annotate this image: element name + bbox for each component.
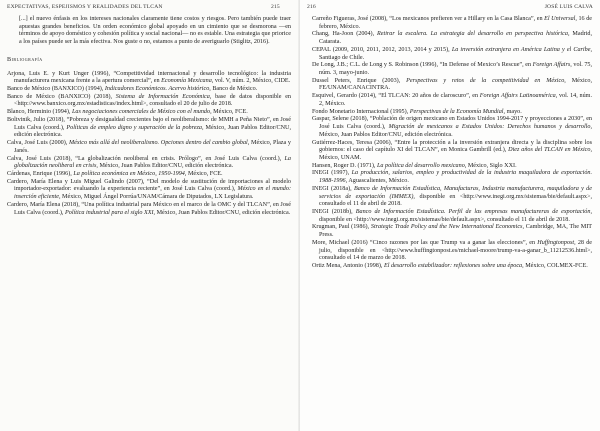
bibliography-entry	[312, 263, 592, 271]
entry-text: , México, FCE.	[210, 109, 248, 116]
entry-text: , México, Juan Pablos Editor/CNU, edición electrónica.	[319, 124, 592, 138]
entry-text: INEGI (2018a),	[312, 185, 354, 192]
bibliography-entry	[7, 171, 291, 179]
reference-list-right	[312, 16, 592, 271]
entry-text: , México, Siglo XXI.	[464, 162, 517, 169]
entry-text: Calva, José Luis (2000),	[7, 140, 69, 147]
entry-text: Arjona, Luis E. y Kurt Unger (1996), “Competitividad internacional y desarrollo tecnológico: la industria manufacturera mexicana frente a la apertura comercial”, en	[7, 70, 291, 85]
entry-title: Economía Mexicana	[161, 78, 212, 85]
bibliography-entry	[7, 86, 291, 94]
entry-title: El desarrollo estabilizador: reflexiones sobre una época	[383, 263, 523, 269]
bibliography-entry	[312, 93, 592, 108]
bibliography-entry	[312, 170, 592, 185]
entry-text: Calva, José Luis (2018), “La globalización neoliberal en crisis. Prólogo”, en José Luis Calva (coord.),	[7, 155, 285, 162]
entry-text: Cárdenas, Enrique (1996),	[7, 170, 74, 177]
entry-text: , Banco de México.	[209, 86, 258, 93]
entry-text: Dussel Peters, Enrique (2003),	[312, 77, 407, 84]
entry-text: , disponible en <http://www.inegi.org.mx/sistemas/bie/default.aspx>, consultado el 11 de abril de 2018.	[319, 208, 592, 223]
entry-text: Cardero, María Elena y Luis Miguel Galindo (2007), “Del modelo de sustitución de importaciones al modelo importador-exportador: evaluando la experiencia reciente”, en José Luis Calva (coord.),	[7, 178, 291, 193]
entry-title: El Universal	[544, 16, 576, 22]
bibliography-entry	[7, 140, 291, 155]
entry-text: , 16 de febrero, México.	[319, 16, 592, 30]
entry-title: La política del desarrollo mexicano	[376, 162, 465, 169]
bibliography-entry	[7, 71, 291, 86]
entry-title: Indicadores Económicos. Acervo histórico	[104, 86, 210, 93]
bibliography-entry	[312, 224, 592, 239]
entry-title: Banco de Información Estadística. Perfil de las empresas manufactureras de exportación	[355, 208, 591, 215]
bibliography-entry	[7, 94, 291, 109]
entry-title: Perspectivas de la Economía Mundial	[409, 108, 504, 115]
entry-text: , mayo.	[503, 108, 522, 115]
entry-text: , México, Plaza y Janés.	[14, 140, 291, 154]
page-number-left: 215	[271, 4, 280, 10]
entry-title: Foreign Affairs	[532, 62, 571, 69]
bibliography-entry	[7, 117, 291, 140]
entry-text: , México, Juan Pablos Editor/CNU, edición electrónica.	[153, 209, 291, 216]
entry-title: Política industrial para el siglo XXI	[65, 209, 154, 216]
entry-text: , Cambridge, MA, The MIT Press.	[319, 224, 592, 239]
bibliography-entry	[7, 109, 291, 117]
right-text-column	[312, 16, 592, 271]
entry-text: , 28 de julio, disponible en <http://www.huffingtonpost.es/michael-moore/trump-va-a-ganar_b_11212536.html>, consultado el 14 de marzo de 2018.	[319, 239, 592, 262]
entry-text: Krugman, Paul (1986),	[312, 224, 371, 231]
entry-title: Strategic Trade Policy and the New International Economics	[370, 224, 523, 231]
section-title-bibliografia: Bibliografía	[7, 56, 43, 63]
bibliography-entry	[312, 78, 592, 93]
entry-text: , México, COLMEX-FCE.	[522, 263, 588, 269]
entry-title: México en el mundo: inserción eficiente	[14, 186, 291, 201]
entry-text: Esquivel, Gerardo (2014), “El TLCAN: 20 años de claroscuro”, en	[312, 93, 480, 100]
bibliography-entry	[312, 240, 592, 263]
entry-title: Diez años del TLCAN en México	[508, 147, 591, 154]
entry-text: , México, FCE.	[184, 170, 223, 177]
entry-text: Boltvinik, Julio (2018), “Pobreza y desigualdad crecientes bajo el neoliberalismo: de MMH a Peña Nieto”, en José Luis Calva (coord.),	[7, 116, 291, 131]
entry-text: Gutiérrez-Haces, Teresa (2006), “Entre la protección a la inversión extranjera directa y la disciplina sobre los gobiernos: el caso del capítulo XI del TLCAN”, en Monica Gambrill (ed.),	[312, 139, 592, 154]
entry-text: INEGI (2018b),	[312, 208, 356, 215]
bibliography-entry	[7, 156, 291, 171]
entry-text: Cardero, María Elena (2018), “Una política industrial para México en el marco de la OMC y del TLCAN”, en José Luis Calva (coord.),	[7, 201, 291, 216]
right-page	[300, 0, 600, 431]
entry-text: CEPAL (2009, 2010, 2011, 2012, 2013, 2014 y 2015),	[312, 46, 452, 53]
entry-title: Foreign Affairs Latinoamérica	[479, 93, 556, 100]
entry-title: Sistema de Información Económica	[115, 93, 210, 100]
entry-text: De Long, J.B.; C.L. de Long y S. Robinson (1996), “In Defense of Mexico’s Rescue”, en	[312, 62, 533, 69]
entry-text: , México, Juan Pablos Editor/CNU, edición electrónica.	[96, 163, 234, 170]
entry-text: , Madrid, Catarata.	[319, 31, 593, 46]
entry-text: INEGI (1997),	[312, 170, 352, 177]
entry-text: Ortiz Mena, Antonio (1998),	[312, 263, 384, 269]
entry-title: Retirar la escalera. La estrategia del desarrollo en perspectiva histórica	[377, 31, 568, 38]
entry-title: Políticas de empleo digno y superación de la pobreza	[66, 124, 202, 131]
entry-title: Perspectivas y retos de la competitividad en México	[406, 77, 565, 84]
entry-text: Hansen, Roger D. (1971),	[312, 162, 377, 169]
entry-text: , base de datos disponible en <http://www.banxico.org.mx/estadisticas/index.html>, consultado el 20 de julio de 2018.	[14, 93, 291, 108]
entry-text: Blanco, Herminio (1994),	[7, 109, 72, 116]
running-head-left: EXPECTATIVAS, ESPEJISMOS Y REALIDADES DEL TLCAN	[7, 4, 163, 10]
bibliography-entry	[312, 209, 592, 224]
entry-text: , México, FE/UNAM/CANACINTRA.	[319, 77, 592, 92]
bibliography-entry	[312, 116, 592, 139]
bibliography-entry	[312, 62, 592, 77]
bibliography-entry	[312, 16, 592, 31]
entry-text: , vol. 75, núm. 3, mayo-junio.	[319, 62, 592, 77]
entry-text: Banco de México (BANXICO) (2018),	[7, 93, 116, 100]
bibliography-entry	[312, 140, 592, 163]
bibliography-entry	[312, 186, 592, 209]
entry-title: La globalización neoliberal en crisis	[14, 155, 291, 170]
bibliography-entry	[7, 202, 291, 217]
entry-text: , México, Juan Pablos Editor/CNU, edición electrónica.	[14, 124, 291, 139]
bibliography-entry	[7, 179, 291, 202]
entry-text: Gaspar, Selene (2018), “Población de origen mexicano en Estados Unidos 1994-2017 y proyecciones a 2030”, en José Luis Calva (coord.),	[312, 116, 592, 131]
entry-title: Huffingtonpost	[537, 239, 575, 246]
entry-text: , Santiago de Chile.	[319, 46, 592, 61]
entry-text: More, Michael (2016) “Cinco razones por las que Trump va a ganar las elecciones”, en	[312, 239, 538, 246]
left-text-column	[7, 16, 291, 217]
reference-list-left	[7, 71, 291, 218]
entry-text: , México, UNAM.	[319, 147, 593, 161]
bibliography-entry	[312, 47, 592, 62]
entry-text: Banco de México (BANXICO) (1994),	[7, 86, 105, 93]
entry-title: Banco de Información Estadística, Manufacturas, Industria manufacturera, maquiladora y de servicios de exportación (IMMEX)	[319, 185, 592, 200]
running-head-right: JOSÉ LUIS CALVA	[544, 4, 593, 10]
entry-title: La producción, salarios, empleo y productividad de la industria maquiladora de exportación. 1988-1996	[319, 170, 593, 185]
entry-text: , México, Miguel Ángel Porrúa/UNAM/Cámara de Diputados, LX Legislatura.	[58, 194, 254, 201]
entry-text: , vol. 14, núm. 2, México.	[319, 93, 592, 107]
page-number-right: 216	[307, 4, 316, 10]
entry-text: , disponible en <http://www.inegi.org.mx/sistemas/bie/default.aspx>, consultado el 11 de abril de 2018.	[319, 193, 592, 208]
entry-text: Carreño Figueras, José (2008), “Los mexicanos prefieren ver a Hillary en la Casa Blanca”, en	[312, 16, 545, 22]
entry-text: , vol. V, núm. 2, México, CIDE.	[211, 78, 291, 85]
entry-text: Fondo Monetario Internacional (1995),	[312, 108, 410, 115]
entry-text: , Aguascalientes, México.	[345, 178, 409, 185]
entry-title: México más allá del neoliberalismo. Opciones dentro del cambio global	[68, 140, 248, 147]
entry-title: Las negociaciones comerciales de México con el mundo	[71, 109, 211, 116]
entry-text: Chang, Ha-Joon (2004),	[312, 31, 378, 38]
entry-title: La política económica en México, 1950-1994	[73, 170, 185, 177]
block-quote: [...] el nuevo énfasis en los intereses nacionales claramente tiene costos y riesgos. Pero también puede traer apuestas grandes beneficios. Un orden económico global apoyado en un cimiento que se desmorona —en términos de apoyo doméstico y cohesión política y social nacional— no es estable. Una estrategia que priorice a los países puede ser la más efectiva. Nos guste o no, estamos a punto de averiguarlo (Stiglitz, 2016).	[19, 16, 291, 46]
bibliography-entry	[312, 31, 592, 46]
entry-title: Migración de mexicanos a Estados Unidos: Derechos humanos y desarrollo	[388, 124, 591, 131]
entry-title: La inversión extranjera en América Latina y el Caribe	[451, 46, 591, 53]
